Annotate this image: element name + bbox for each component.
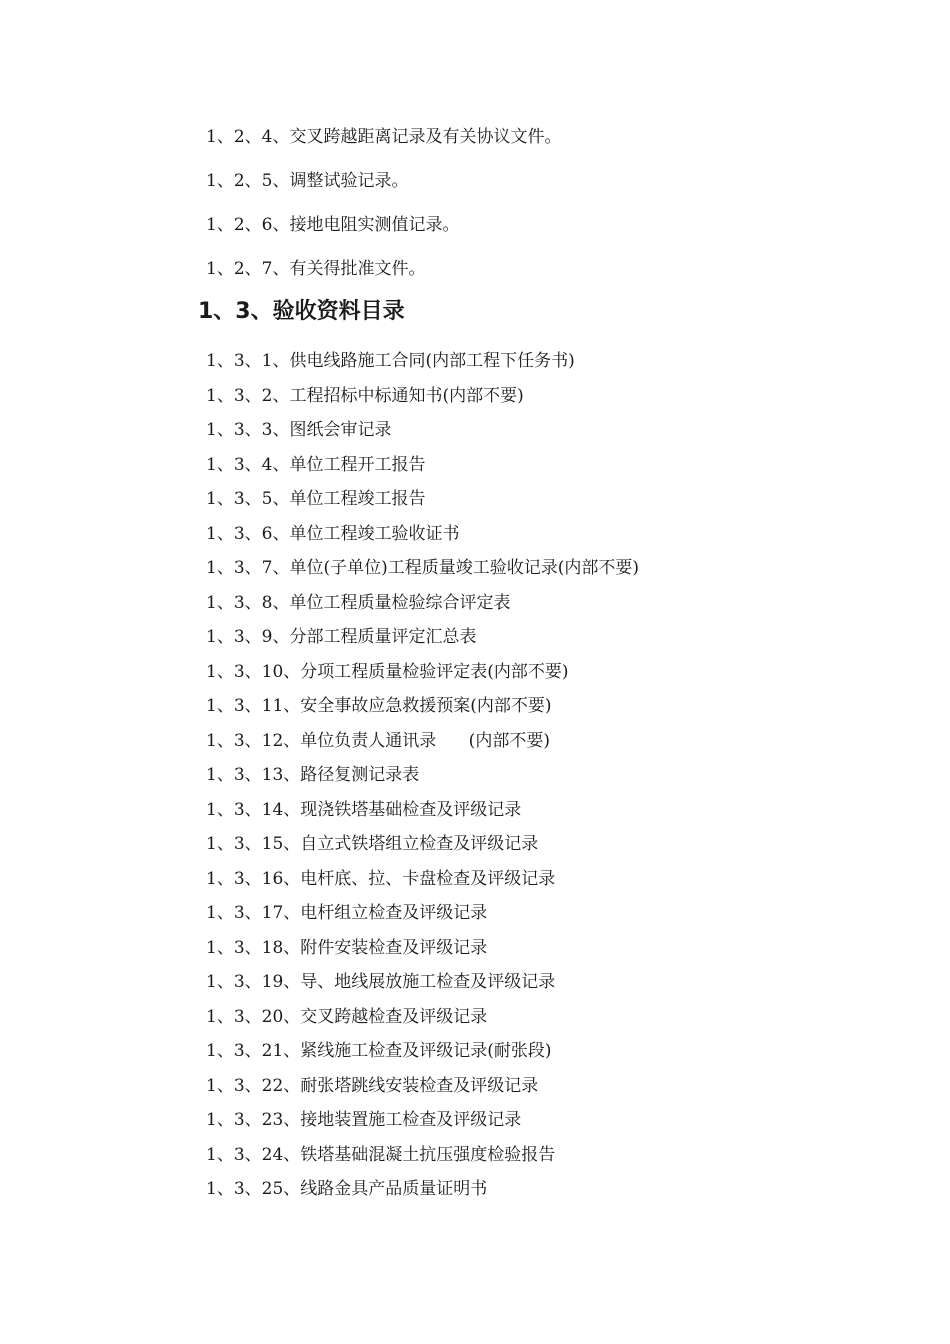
- list-item: 1、3、2、工程招标中标通知书(内部不要): [206, 385, 524, 406]
- acceptance-document-list: [206, 348, 639, 1211]
- list-item: 1、3、9、分部工程质量评定汇总表: [206, 627, 477, 647]
- list-item: 1、3、24、铁塔基础混凝土抗压强度检验报告: [206, 1144, 556, 1165]
- list-item: 1、2、4、交叉跨越距离记录及有关协议文件。: [206, 127, 562, 147]
- section-heading: 1、3、验收资料目录: [198, 299, 405, 324]
- list-item: 1、3、19、导、地线展放施工检查及评级记录: [206, 972, 556, 992]
- list-item: 1、2、5、调整试验记录。: [206, 171, 409, 191]
- list-item: 1、3、1、供电线路施工合同(内部工程下任务书): [206, 351, 575, 371]
- list-item: 1、3、10、分项工程质量检验评定表(内部不要): [206, 661, 569, 682]
- list-item: 1、3、7、单位(子单位)工程质量竣工验收记录(内部不要): [206, 558, 639, 578]
- list-item: 1、3、16、电杆底、拉、卡盘检查及评级记录: [206, 868, 556, 889]
- list-item: 1、3、6、单位工程竣工验收证书: [206, 523, 460, 544]
- list-item: 1、3、22、耐张塔跳线安装检查及评级记录: [206, 1075, 539, 1096]
- list-item: 1、3、8、单位工程质量检验综合评定表: [206, 592, 511, 613]
- list-item: 1、3、15、自立式铁塔组立检查及评级记录: [206, 834, 539, 854]
- list-item: 1、3、5、单位工程竣工报告: [206, 489, 426, 509]
- list-item: 1、3、18、附件安装检查及评级记录: [206, 937, 488, 958]
- list-item: 1、2、6、接地电阻实测值记录。: [206, 215, 460, 235]
- list-item: 1、3、12、单位负责人通讯录 (内部不要): [206, 730, 550, 751]
- list-item: 1、3、13、路径复测记录表: [206, 765, 420, 785]
- list-item: 1、2、7、有关得批准文件。: [206, 259, 426, 279]
- list-item: 1、3、3、图纸会审记录: [206, 420, 392, 440]
- list-item: 1、3、21、紧线施工检查及评级记录(耐张段): [206, 1041, 552, 1061]
- list-item: 1、3、11、安全事故应急救援预案(内部不要): [206, 696, 552, 716]
- list-item: 1、3、20、交叉跨越检查及评级记录: [206, 1006, 488, 1027]
- list-item: 1、3、25、线路金具产品质量证明书: [206, 1179, 488, 1199]
- list-item: 1、3、17、电杆组立检查及评级记录: [206, 903, 488, 923]
- list-item: 1、3、14、现浇铁塔基础检查及评级记录: [206, 799, 522, 820]
- list-item: 1、3、23、接地装置施工检查及评级记录: [206, 1110, 522, 1130]
- upper-item-list: [206, 124, 561, 300]
- list-item: 1、3、4、单位工程开工报告: [206, 454, 426, 475]
